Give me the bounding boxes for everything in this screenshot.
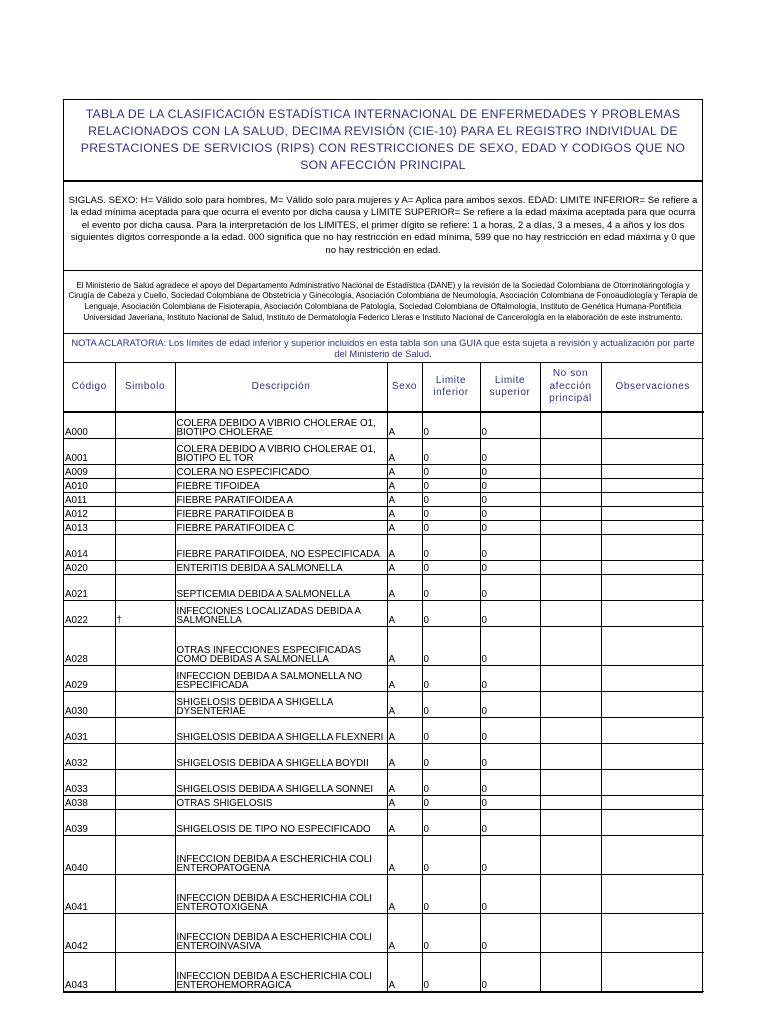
- header-limite-superior: Limite superior: [480, 363, 540, 412]
- cell-limite-superior: 0: [480, 561, 540, 575]
- cell-simbolo: [115, 535, 175, 561]
- description-text: FIEBRE PARATIFOIDEA A: [176, 496, 294, 506]
- cell-no-afeccion: [540, 914, 601, 953]
- cell-descripcion: [175, 914, 387, 953]
- cell-limite-inferior: 0: [422, 493, 480, 507]
- cell-codigo: A011: [64, 493, 115, 507]
- table-row: [64, 770, 704, 796]
- cell-descripcion: [175, 493, 387, 507]
- cell-no-afeccion: [540, 535, 601, 561]
- cell-observaciones: [601, 535, 704, 561]
- cell-codigo: A038: [64, 796, 115, 810]
- table-header-row: [64, 363, 704, 412]
- cell-observaciones: [601, 439, 704, 465]
- cell-observaciones: [601, 796, 704, 810]
- cell-limite-inferior: 0: [422, 465, 480, 479]
- cell-limite-superior: 0: [480, 465, 540, 479]
- cell-observaciones: [601, 601, 704, 627]
- header-sexo: Sexo: [387, 363, 422, 412]
- cell-sexo: A: [387, 521, 422, 535]
- cell-no-afeccion: [540, 521, 601, 535]
- cell-codigo: A039: [64, 810, 115, 836]
- description-text: COLERA DEBIDO A VIBRIO CHOLERAE O1, BIOTIPO CHOLERAE: [176, 418, 376, 438]
- cell-observaciones: [601, 875, 704, 914]
- cell-no-afeccion: [540, 561, 601, 575]
- cell-simbolo: [115, 666, 175, 692]
- cell-no-afeccion: [540, 953, 601, 992]
- cell-codigo: A013: [64, 521, 115, 535]
- table-row: [64, 439, 704, 465]
- cell-sexo: A: [387, 770, 422, 796]
- cell-limite-superior: 0: [480, 521, 540, 535]
- document-table-sheet: [63, 99, 703, 993]
- cell-limite-inferior: 0: [422, 601, 480, 627]
- cell-observaciones: [601, 561, 704, 575]
- cell-limite-inferior: 0: [422, 718, 480, 744]
- table-row: [64, 561, 704, 575]
- cell-limite-superior: 0: [480, 744, 540, 770]
- cell-codigo: A043: [64, 953, 115, 992]
- description-text: SHIGELOSIS DEBIDA A SHIGELLA BOYDII: [176, 759, 369, 769]
- cell-sexo: A: [387, 479, 422, 493]
- table-row: [64, 521, 704, 535]
- cell-descripcion: [175, 535, 387, 561]
- document-title: TABLA DE LA CLASIFICACIÓN ESTADÍSTICA INTERNACIONAL DE ENFERMEDADES Y PROBLEMAS RELACIONADOS CON LA SALUD, DECIMA REVISIÓN (CIE-10) PARA EL REGISTRO INDIVIDUAL DE PRESTACIONES DE SERVICIOS (RIPS) CON RESTRICCIONES DE SEXO, EDAD Y CODIGOS QUE NO SON AFECCIÓN PRINCIPAL: [64, 100, 702, 182]
- cell-observaciones: [601, 914, 704, 953]
- cell-sexo: A: [387, 601, 422, 627]
- cell-descripcion: [175, 412, 387, 439]
- cell-observaciones: [601, 507, 704, 521]
- cell-limite-inferior: 0: [422, 875, 480, 914]
- description-text: INFECCION DEBIDA A ESCHERICHIA COLI ENTEROPATOGENA: [176, 854, 372, 874]
- cell-simbolo: [115, 914, 175, 953]
- description-text: INFECCIONES LOCALIZADAS DEBIDA A SALMONELLA: [176, 606, 361, 626]
- cell-descripcion: [175, 718, 387, 744]
- cell-limite-superior: 0: [480, 412, 540, 439]
- cell-observaciones: [601, 836, 704, 875]
- description-text: INFECCION DEBIDA A ESCHERICHIA COLI ENTEROINVASIVA: [176, 932, 372, 952]
- cell-no-afeccion: [540, 439, 601, 465]
- cell-limite-inferior: 0: [422, 507, 480, 521]
- cell-limite-inferior: 0: [422, 914, 480, 953]
- header-observaciones: Observaciones: [601, 363, 704, 412]
- cell-observaciones: [601, 465, 704, 479]
- cell-no-afeccion: [540, 507, 601, 521]
- cell-simbolo: [115, 836, 175, 875]
- cell-no-afeccion: [540, 810, 601, 836]
- cell-codigo: A032: [64, 744, 115, 770]
- cell-codigo: A000: [64, 412, 115, 439]
- cell-simbolo: [115, 875, 175, 914]
- cell-sexo: A: [387, 439, 422, 465]
- table-body: [64, 412, 704, 992]
- cell-descripcion: [175, 692, 387, 718]
- cell-limite-superior: 0: [480, 914, 540, 953]
- description-text: SHIGELOSIS DEBIDA A SHIGELLA SONNEI: [176, 785, 374, 795]
- description-text: SHIGELOSIS DEBIDA A SHIGELLA FLEXNERI: [176, 733, 384, 743]
- cie10-table: [64, 363, 704, 992]
- cell-limite-superior: 0: [480, 770, 540, 796]
- table-row: [64, 744, 704, 770]
- cell-simbolo: †: [115, 601, 175, 627]
- cell-descripcion: [175, 465, 387, 479]
- description-text: FIEBRE TIFOIDEA: [176, 482, 260, 492]
- cell-observaciones: [601, 718, 704, 744]
- cell-limite-superior: 0: [480, 535, 540, 561]
- header-limite-inferior: Limite inferior: [422, 363, 480, 412]
- table-row: [64, 914, 704, 953]
- cell-codigo: A014: [64, 535, 115, 561]
- cell-codigo: A042: [64, 914, 115, 953]
- table-row: [64, 535, 704, 561]
- cell-simbolo: [115, 953, 175, 992]
- header-descripcion: Descripción: [175, 363, 387, 412]
- cell-sexo: A: [387, 666, 422, 692]
- cell-limite-inferior: 0: [422, 796, 480, 810]
- cell-no-afeccion: [540, 627, 601, 666]
- cell-simbolo: [115, 575, 175, 601]
- cell-limite-superior: 0: [480, 601, 540, 627]
- description-text: INFECCION DEBIDA A ESCHERICHIA COLI ENTEROHEMORRAGICA: [176, 971, 372, 991]
- cell-limite-inferior: 0: [422, 412, 480, 439]
- cell-descripcion: [175, 953, 387, 992]
- cell-codigo: A033: [64, 770, 115, 796]
- cell-limite-inferior: 0: [422, 666, 480, 692]
- cell-observaciones: [601, 521, 704, 535]
- cell-sexo: A: [387, 535, 422, 561]
- table-row: [64, 412, 704, 439]
- table-row: [64, 692, 704, 718]
- cell-sexo: A: [387, 953, 422, 992]
- description-text: COLERA DEBIDO A VIBRIO CHOLERAE O1, BIOTIPO EL TOR: [176, 444, 376, 464]
- cell-limite-superior: 0: [480, 875, 540, 914]
- cell-limite-superior: 0: [480, 507, 540, 521]
- description-text: OTRAS SHIGELOSIS: [176, 799, 273, 809]
- cell-codigo: A021: [64, 575, 115, 601]
- header-no-afeccion: No son afección principal: [540, 363, 601, 412]
- table-row: [64, 810, 704, 836]
- cell-no-afeccion: [540, 666, 601, 692]
- table-row: [64, 836, 704, 875]
- cell-simbolo: [115, 439, 175, 465]
- cell-no-afeccion: [540, 479, 601, 493]
- cell-sexo: A: [387, 412, 422, 439]
- table-row: [64, 601, 704, 627]
- cell-no-afeccion: [540, 718, 601, 744]
- cell-no-afeccion: [540, 744, 601, 770]
- cell-no-afeccion: [540, 836, 601, 875]
- cell-limite-superior: 0: [480, 479, 540, 493]
- cell-observaciones: [601, 744, 704, 770]
- description-text: SHIGELOSIS DE TIPO NO ESPECIFICADO: [176, 825, 371, 835]
- cell-codigo: A020: [64, 561, 115, 575]
- description-text: COLERA NO ESPECIFICADO: [176, 468, 310, 478]
- cell-limite-superior: 0: [480, 718, 540, 744]
- cell-no-afeccion: [540, 575, 601, 601]
- cell-simbolo: [115, 561, 175, 575]
- cell-sexo: A: [387, 914, 422, 953]
- cell-no-afeccion: [540, 493, 601, 507]
- cell-descripcion: [175, 744, 387, 770]
- description-text: FIEBRE PARATIFOIDEA C: [176, 524, 295, 534]
- table-row: [64, 627, 704, 666]
- cell-sexo: A: [387, 561, 422, 575]
- cell-observaciones: [601, 627, 704, 666]
- description-text: INFECCION DEBIDA A ESCHERICHIA COLI ENTEROTOXIGENA: [176, 893, 372, 913]
- cell-limite-inferior: 0: [422, 561, 480, 575]
- cell-simbolo: [115, 692, 175, 718]
- cell-codigo: A010: [64, 479, 115, 493]
- cell-codigo: A028: [64, 627, 115, 666]
- cell-simbolo: [115, 465, 175, 479]
- cell-limite-superior: 0: [480, 692, 540, 718]
- cell-simbolo: [115, 507, 175, 521]
- cell-limite-inferior: 0: [422, 810, 480, 836]
- acknowledgment-text: El Ministerio de Salud agradece el apoyo del Departamento Administrativo Nacional de Estadística (DANE) y la revisión de la Sociedad Colombiana de Otorrinolaringología y Cirugía de Cabeza y Cuello, Sociedad Colombiana de Obstetricia y Ginecología, Asociación Colombiana de Neumología, Asociación Colombiana de Fonoaudiología y Terapia de Lenguaje, Asociación Colombiana de Fisioterapia, Asociación Colombiana de Patología, Sociedad Colombiana de Oftalmología, Instituto de Genética Humana-Pontificia Universidad Javeriana, Instituto Nacional de Salud, Instituto de Dermatología Federico Lleras e Instituto Nacional de Cancerología en la elaboración de este instrumento.: [64, 271, 702, 334]
- cell-simbolo: [115, 493, 175, 507]
- cell-descripcion: [175, 601, 387, 627]
- description-text: INFECCION DEBIDA A SALMONELLA NO ESPECIFICADA: [176, 671, 363, 691]
- cell-limite-superior: 0: [480, 836, 540, 875]
- cell-descripcion: [175, 666, 387, 692]
- cell-limite-inferior: 0: [422, 627, 480, 666]
- cell-limite-inferior: 0: [422, 836, 480, 875]
- cell-descripcion: [175, 875, 387, 914]
- cell-limite-superior: 0: [480, 796, 540, 810]
- cell-no-afeccion: [540, 796, 601, 810]
- cell-simbolo: [115, 627, 175, 666]
- table-row: [64, 796, 704, 810]
- cell-limite-superior: 0: [480, 493, 540, 507]
- table-row: [64, 953, 704, 992]
- cell-sexo: A: [387, 575, 422, 601]
- cell-limite-inferior: 0: [422, 479, 480, 493]
- cell-limite-inferior: 0: [422, 953, 480, 992]
- cell-simbolo: [115, 718, 175, 744]
- table-row: [64, 875, 704, 914]
- cell-limite-superior: 0: [480, 953, 540, 992]
- cell-observaciones: [601, 412, 704, 439]
- cell-sexo: A: [387, 627, 422, 666]
- cell-observaciones: [601, 810, 704, 836]
- cell-limite-inferior: 0: [422, 521, 480, 535]
- table-row: [64, 575, 704, 601]
- header-simbolo: Simbolo: [115, 363, 175, 412]
- cell-no-afeccion: [540, 465, 601, 479]
- cell-codigo: A031: [64, 718, 115, 744]
- cell-codigo: A009: [64, 465, 115, 479]
- cell-observaciones: [601, 479, 704, 493]
- header-codigo: Código: [64, 363, 115, 412]
- table-row: [64, 718, 704, 744]
- cell-observaciones: [601, 493, 704, 507]
- description-text: FIEBRE PARATIFOIDEA, NO ESPECIFICADA: [176, 550, 380, 560]
- cell-descripcion: [175, 507, 387, 521]
- siglas-legend: SIGLAS. SEXO: H= Válido solo para hombres, M= Válido solo para mujeres y A= Aplica para ambos sexos. EDAD: LIMITE INFERIOR= Se refiere a la edad mínima aceptada para que ocurra el evento por dicha causa y LIMITE SUPERIOR= Se refiere a la edad máxima aceptada para que ocurra el evento por dicha causa. Para la interpretación de los LIMITES, el primer dígito se refiere: 1 a horas, 2 a días, 3 a meses, 4 a años y los dos siguientes dígitos corresponde a la edad. 000 significa que no hay restricción en edad mínima, 599 que no hay restricción en edad máxima y 0 que no hay restricción en edad.: [64, 182, 702, 271]
- cell-limite-inferior: 0: [422, 744, 480, 770]
- cell-limite-inferior: 0: [422, 692, 480, 718]
- cell-no-afeccion: [540, 875, 601, 914]
- cell-limite-inferior: 0: [422, 535, 480, 561]
- cell-no-afeccion: [540, 770, 601, 796]
- cell-sexo: A: [387, 718, 422, 744]
- description-text: OTRAS INFECCIONES ESPECIFICADAS COMO DEBIDAS A SALMONELLA: [176, 645, 362, 665]
- cell-simbolo: [115, 810, 175, 836]
- cell-descripcion: [175, 439, 387, 465]
- cell-descripcion: [175, 810, 387, 836]
- description-text: SEPTICEMIA DEBIDA A SALMONELLA: [176, 590, 351, 600]
- cell-sexo: A: [387, 810, 422, 836]
- cell-descripcion: [175, 627, 387, 666]
- cell-codigo: A029: [64, 666, 115, 692]
- cell-simbolo: [115, 744, 175, 770]
- cell-sexo: A: [387, 744, 422, 770]
- cell-descripcion: [175, 561, 387, 575]
- cell-observaciones: [601, 666, 704, 692]
- table-row: [64, 479, 704, 493]
- description-text: FIEBRE PARATIFOIDEA B: [176, 510, 294, 520]
- cell-no-afeccion: [540, 692, 601, 718]
- cell-limite-superior: 0: [480, 439, 540, 465]
- cell-limite-superior: 0: [480, 627, 540, 666]
- table-row: [64, 666, 704, 692]
- cell-codigo: A001: [64, 439, 115, 465]
- cell-observaciones: [601, 575, 704, 601]
- cell-sexo: A: [387, 836, 422, 875]
- cell-codigo: A012: [64, 507, 115, 521]
- cell-limite-inferior: 0: [422, 770, 480, 796]
- cell-simbolo: [115, 412, 175, 439]
- description-text: SHIGELOSIS DEBIDA A SHIGELLA DYSENTERIAE: [176, 697, 333, 717]
- cell-limite-inferior: 0: [422, 575, 480, 601]
- cell-sexo: A: [387, 493, 422, 507]
- clarifying-note: NOTA ACLARATORIA: Los límites de edad inferior y superior incluidos en esta tabla son una GUIA que esta sujeta a revisión y actualización por parte del Ministerio de Salud.: [64, 334, 702, 363]
- cell-sexo: A: [387, 796, 422, 810]
- cell-descripcion: [175, 479, 387, 493]
- cell-no-afeccion: [540, 601, 601, 627]
- cell-descripcion: [175, 770, 387, 796]
- cell-no-afeccion: [540, 412, 601, 439]
- table-row: [64, 507, 704, 521]
- cell-codigo: A022: [64, 601, 115, 627]
- cell-descripcion: [175, 836, 387, 875]
- cell-observaciones: [601, 953, 704, 992]
- cell-observaciones: [601, 770, 704, 796]
- cell-limite-inferior: 0: [422, 439, 480, 465]
- cell-descripcion: [175, 796, 387, 810]
- cell-sexo: A: [387, 875, 422, 914]
- cell-descripcion: [175, 521, 387, 535]
- cell-limite-superior: 0: [480, 666, 540, 692]
- description-text: ENTERITIS DEBIDA A SALMONELLA: [176, 564, 343, 574]
- cell-simbolo: [115, 770, 175, 796]
- cell-simbolo: [115, 521, 175, 535]
- table-row: [64, 465, 704, 479]
- cell-limite-superior: 0: [480, 575, 540, 601]
- cell-sexo: A: [387, 692, 422, 718]
- cell-codigo: A041: [64, 875, 115, 914]
- cell-codigo: A030: [64, 692, 115, 718]
- cell-codigo: A040: [64, 836, 115, 875]
- cell-simbolo: [115, 796, 175, 810]
- cell-observaciones: [601, 692, 704, 718]
- cell-limite-superior: 0: [480, 810, 540, 836]
- cell-sexo: A: [387, 465, 422, 479]
- cell-sexo: A: [387, 507, 422, 521]
- table-row: [64, 493, 704, 507]
- cell-simbolo: [115, 479, 175, 493]
- cell-descripcion: [175, 575, 387, 601]
